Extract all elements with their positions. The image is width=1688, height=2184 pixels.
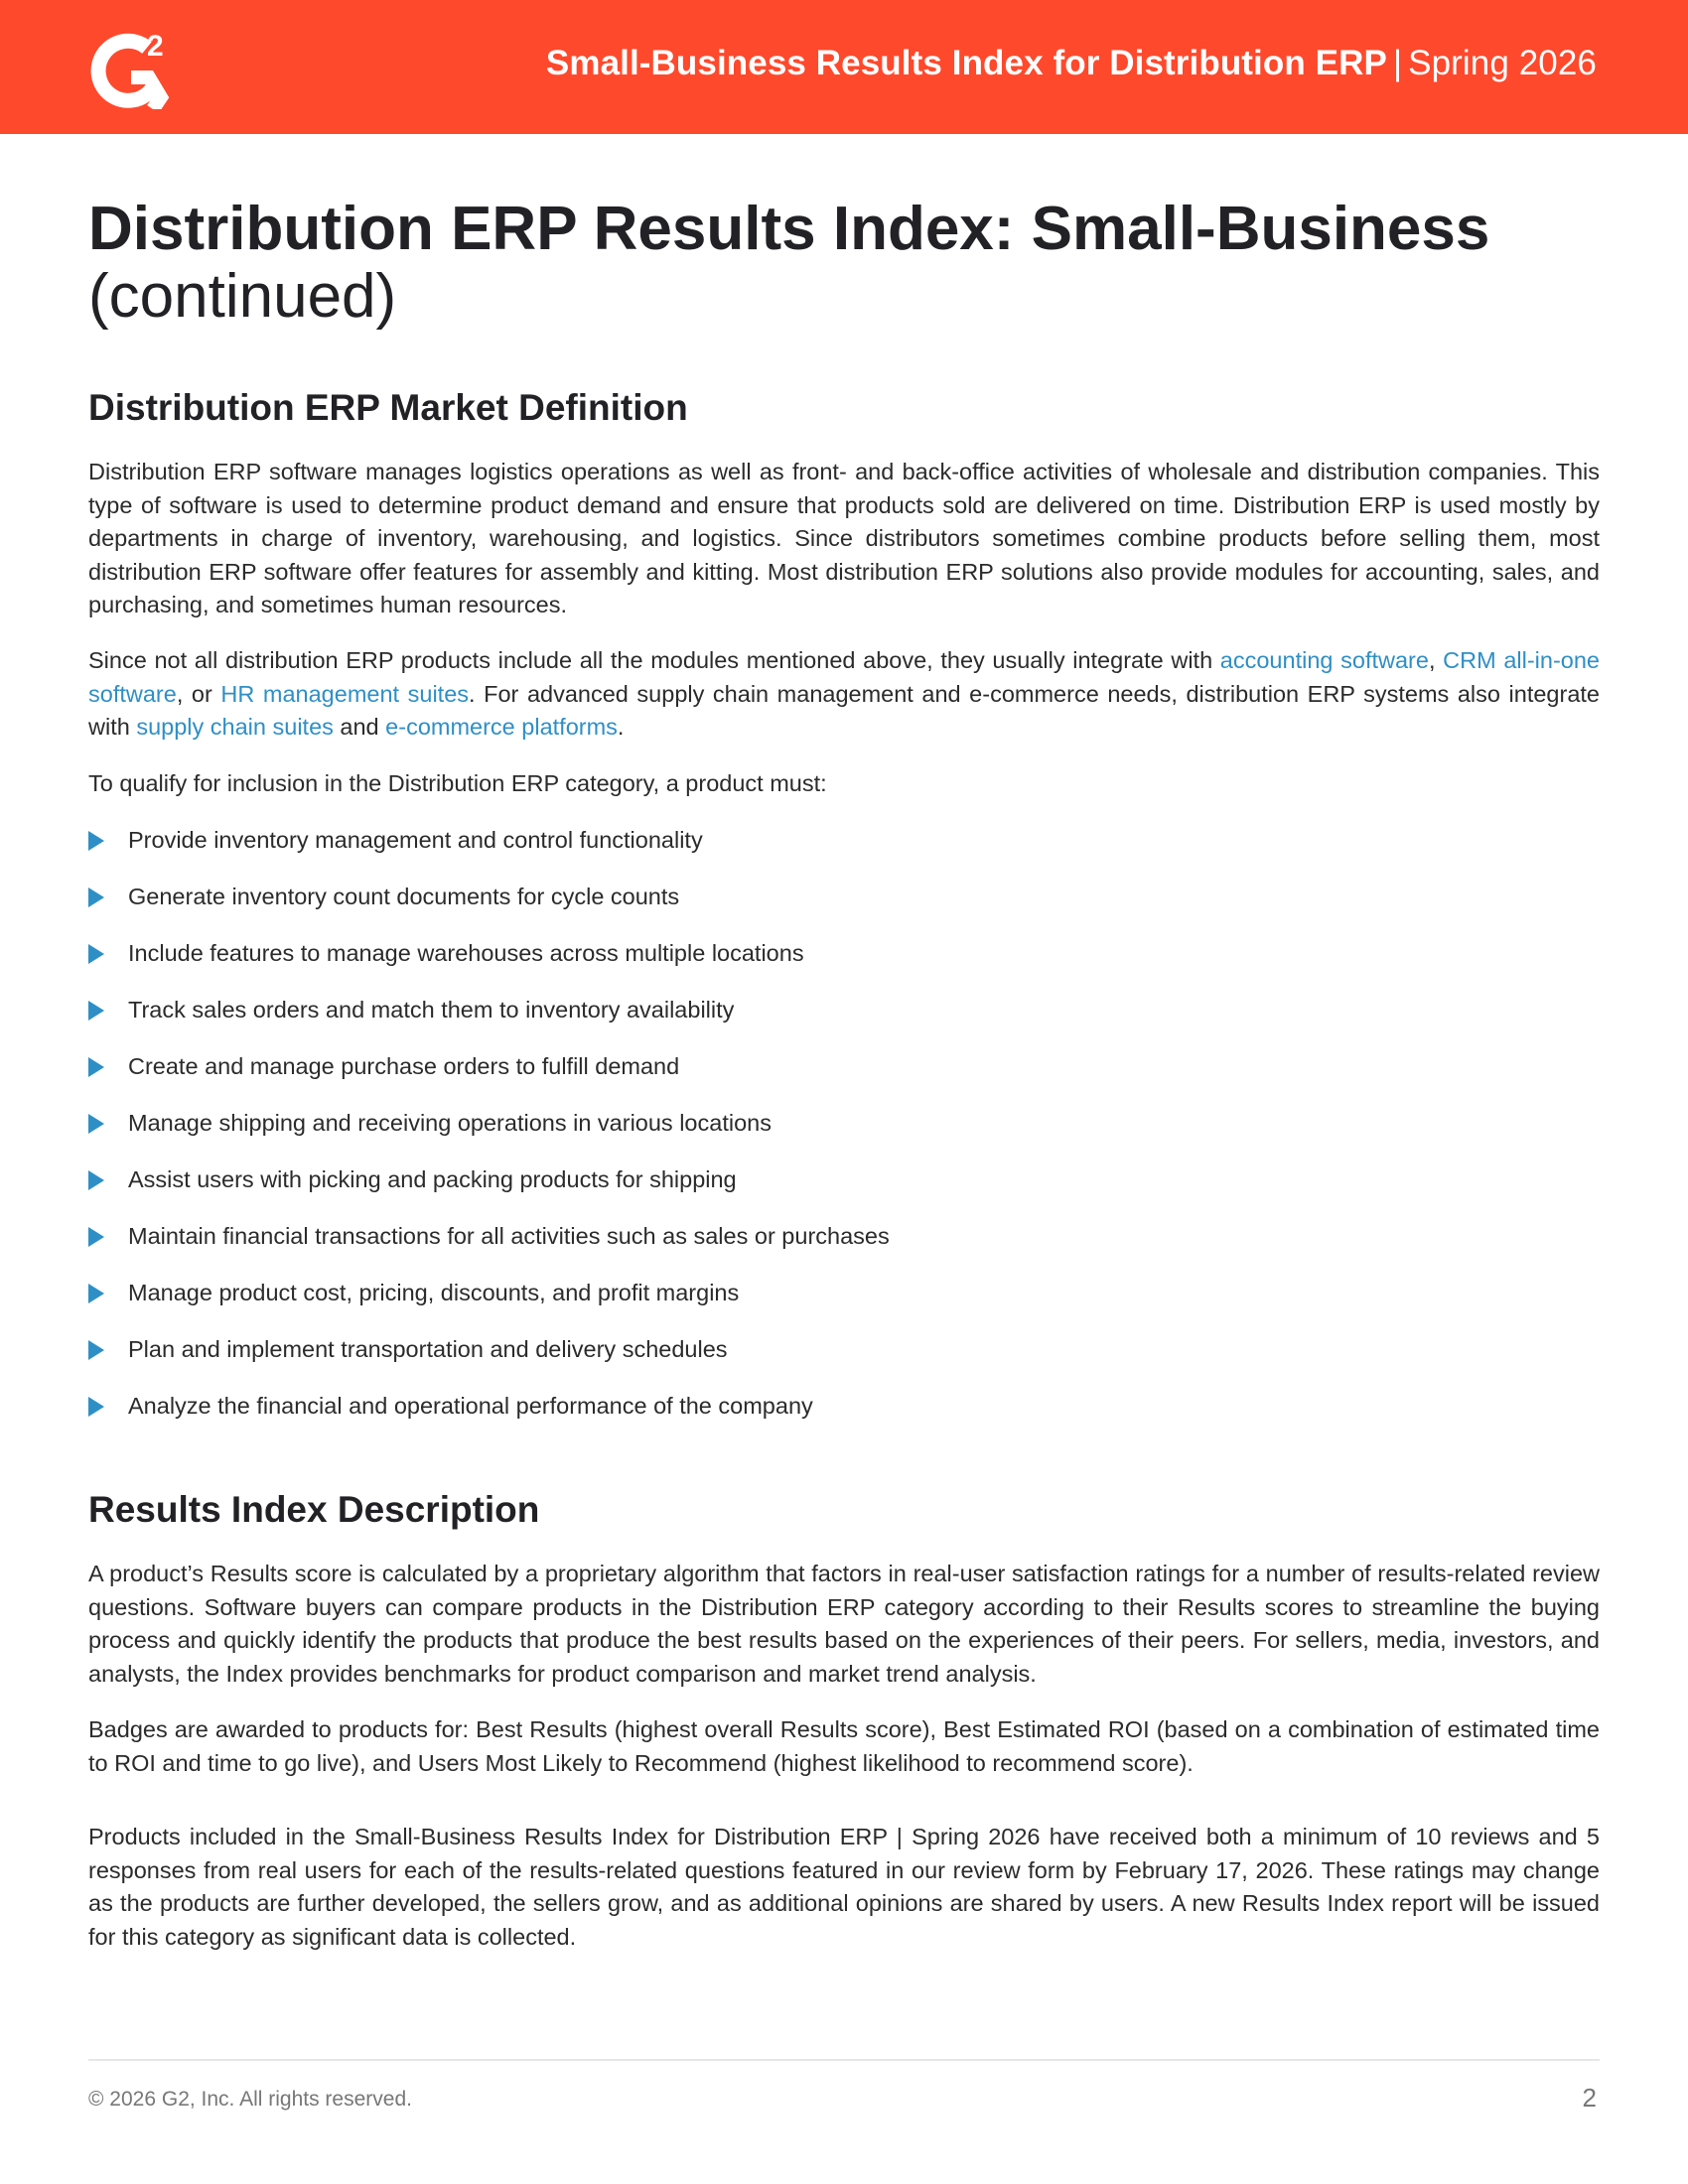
criteria-item (88, 1220, 1600, 1277)
market-definition-heading: Distribution ERP Market Definition (88, 387, 688, 428)
link-supply-chain-suites[interactable]: supply chain suites (136, 714, 334, 740)
text-span: Since not all distribution ERP products include all the modules mentioned above, they usually integrate with (88, 647, 1220, 673)
footer-divider (88, 2059, 1600, 2061)
link-crm-all-in-one-software[interactable]: CRM all-in-one software (88, 647, 1600, 707)
link-hr-management-suites[interactable]: HR management suites (220, 680, 470, 707)
bullet-triangle-icon (88, 1170, 104, 1190)
page-title-main: Distribution ERP Results Index: Small-Business (88, 195, 1490, 263)
text-span: , (1428, 647, 1444, 673)
criteria-item (88, 1333, 1600, 1390)
bullet-triangle-icon (88, 1001, 104, 1021)
criteria-text: Create and manage purchase orders to fulfill demand (128, 1053, 680, 1079)
market-definition-paragraph-2 (88, 644, 1600, 745)
criteria-item (88, 881, 1600, 937)
criteria-text: Manage product cost, pricing, discounts, and profit margins (128, 1280, 740, 1305)
report-title (546, 44, 1597, 83)
svg-text:2: 2 (147, 30, 164, 63)
link-accounting-software[interactable]: accounting software (1219, 647, 1429, 673)
index-description-paragraph-2: Badges are awarded to products for: Best Results (highest overall Results score), Best Estimated ROI (based on a combination of estimated time to ROI and time to go live), and Users Most Likely to Recommend (highest likelihood to recommend score). (88, 1716, 1600, 1776)
text-span: , or (176, 680, 221, 707)
link-e-commerce-platforms[interactable]: e-commerce platforms (385, 714, 618, 740)
criteria-item (88, 1390, 1600, 1446)
market-definition-paragraph-1: Distribution ERP software manages logistics operations as well as front- and back-office activities of wholesale and distribution companies. This type of software is used to determine product demand and ensure that products sold are delivered on time. Distribution ERP is used mostly by departments in charge of inventory, warehousing, and logistics. Since distributors sometimes combine products before selling them, most distribution ERP software offer features for assembly and kitting. Most distribution ERP solutions also provide modules for accounting, sales, and purchasing, and sometimes human resources. (88, 459, 1600, 617)
bullet-triangle-icon (88, 887, 104, 907)
text-span: . (617, 714, 625, 740)
criteria-text: Include features to manage warehouses across multiple locations (128, 940, 804, 966)
index-description-paragraph-3: Products included in the Small-Business Results Index for Distribution ERP | Spring 2026 have received both a minimum of 10 reviews and 5 responses from real users for each of the results-related questions featured in our review form by February 17, 2026. These ratings may change as the products are further developed, the sellers grow, and as additional opinions are shared by users. A new Results Index report will be issued for this category as significant data is collected. (88, 1824, 1600, 1950)
criteria-text: Manage shipping and receiving operations in various locations (128, 1110, 772, 1136)
criteria-item (88, 937, 1600, 994)
criteria-text: Assist users with picking and packing products for shipping (128, 1166, 737, 1192)
page-title (88, 196, 1600, 331)
criteria-text: Plan and implement transportation and delivery schedules (128, 1336, 728, 1362)
text-span: . For advanced supply chain management and e-commerce needs, distribution ERP systems also integrate with (88, 680, 1600, 740)
criteria-item (88, 1277, 1600, 1333)
text-span: and (333, 714, 386, 740)
criteria-text: Maintain financial transactions for all activities such as sales or purchases (128, 1223, 890, 1249)
criteria-text: Generate inventory count documents for cycle counts (128, 884, 680, 909)
bullet-triangle-icon (88, 1227, 104, 1247)
bullet-triangle-icon (88, 831, 104, 851)
bullet-triangle-icon (88, 1114, 104, 1134)
page-number: 2 (1582, 2083, 1597, 2113)
report-title-text: Small-Business Results Index for Distribution ERP (545, 44, 1387, 82)
criteria-item (88, 1050, 1600, 1107)
qualify-intro: To qualify for inclusion in the Distribution ERP category, a product must: (88, 770, 827, 796)
criteria-text: Provide inventory management and control functionality (128, 827, 703, 853)
criteria-text: Track sales orders and match them to inventory availability (128, 997, 735, 1023)
footer-copyright: © 2026 G2, Inc. All rights reserved. (88, 2088, 412, 2111)
bullet-triangle-icon (88, 1340, 104, 1360)
criteria-item (88, 994, 1600, 1050)
index-description-heading: Results Index Description (88, 1489, 540, 1530)
criteria-list (88, 824, 1600, 1446)
criteria-item (88, 824, 1600, 881)
criteria-item (88, 1107, 1600, 1163)
criteria-text: Analyze the financial and operational performance of the company (128, 1393, 813, 1419)
g2-logo-icon (87, 26, 177, 109)
header-bar (0, 0, 1688, 134)
report-season: Spring 2026 (1408, 44, 1597, 82)
bullet-triangle-icon (88, 1284, 104, 1303)
title-separator: | (1392, 44, 1403, 82)
page-title-continued: (continued) (88, 262, 397, 331)
bullet-triangle-icon (88, 944, 104, 964)
bullet-triangle-icon (88, 1397, 104, 1417)
bullet-triangle-icon (88, 1057, 104, 1077)
index-description-paragraph-1: A product’s Results score is calculated by a proprietary algorithm that factors in real-user satisfaction ratings for a number of results-related review questions. Software buyers can compare products in the Distribution ERP category according to their Results scores to streamline the buying process and quickly identify the products that produce the best results based on the experiences of their peers. For sellers, media, investors, and analysts, the Index provides benchmarks for product comparison and market trend analysis. (88, 1561, 1600, 1687)
criteria-item (88, 1163, 1600, 1220)
